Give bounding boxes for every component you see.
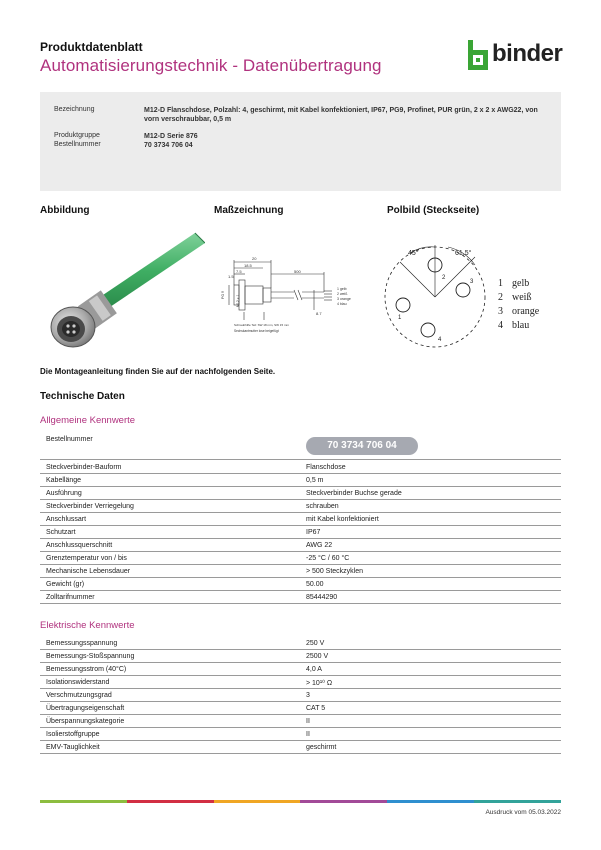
- wire-label-3: 3 orange: [337, 297, 351, 301]
- row-value: 85444290: [306, 594, 338, 601]
- legend-num-4: 4: [498, 320, 503, 331]
- row-key: Isolierstoffgruppe: [46, 731, 100, 738]
- dimension-drawing: [214, 250, 364, 340]
- row-value: 250 V: [306, 640, 325, 647]
- row-value: II: [306, 718, 310, 725]
- info-produktgruppe-value: M12-D Serie 876: [144, 133, 198, 140]
- row-value: 50.00: [306, 581, 324, 588]
- pin-2-label: 2: [442, 275, 446, 281]
- dim-m12: M12 x 1: [236, 294, 240, 307]
- elektrisch-heading: Elektrische Kennwerte: [40, 620, 135, 631]
- drawing-sub-caption: Sechskantmutter lose beigefügt: [234, 329, 279, 333]
- table-row: [40, 650, 561, 663]
- row-value: 4,0 A: [306, 666, 322, 673]
- table-row: [40, 526, 561, 539]
- dim-500: 500: [294, 269, 301, 274]
- legend-color-3: orange: [512, 306, 540, 317]
- tech-data-heading: Technische Daten: [40, 391, 125, 402]
- row-value: CAT 5: [306, 705, 326, 712]
- dim-18-5: 18.5: [244, 263, 252, 268]
- binder-logo: [468, 40, 568, 72]
- dim-7-5: 7.5: [236, 269, 242, 274]
- wire-label-4: 4 blau: [337, 302, 347, 306]
- row-key: Bemessungsstrom (40°C): [46, 666, 127, 673]
- table-row: [40, 578, 561, 591]
- row-value: II: [306, 731, 310, 738]
- info-bestellnummer-label: Bestellnummer: [54, 141, 101, 148]
- info-bezeichnung-label: Bezeichnung: [54, 106, 95, 113]
- table-row: [40, 487, 561, 500]
- row-value: geschirmt: [306, 744, 337, 751]
- allgemein-heading: Allgemeine Kennwerte: [40, 415, 136, 426]
- legend-num-1: 1: [498, 278, 503, 289]
- row-key: Steckverbinder-Bauform: [46, 464, 122, 471]
- legend-num-3: 3: [498, 306, 503, 317]
- row-value: Steckverbinder Buchse gerade: [306, 490, 402, 497]
- table-row: [40, 702, 561, 715]
- table-row: [40, 676, 561, 689]
- table-row: [40, 552, 561, 565]
- bestellnummer-badge: 70 3734 706 04: [306, 437, 418, 455]
- row-key: Verschmutzungsgrad: [46, 692, 112, 699]
- info-bezeichnung-value: M12-D Flanschdose, Polzahl: 4, geschirmt, mit Kabel konfektioniert, IP67, PG9, Profinet, PUR grün, 2 x 2 x AWG22, von vorn verschraubbar, 0,5 m: [144, 107, 538, 123]
- row-value: mit Kabel konfektioniert: [306, 516, 379, 523]
- row-key: Bemessungs-Stoßspannung: [46, 653, 135, 660]
- row-value: 3: [306, 692, 310, 699]
- binder-logo-icon: [468, 40, 490, 70]
- dim-20: 20: [252, 256, 257, 261]
- footer-color-bar: [40, 800, 561, 803]
- table-row: [40, 689, 561, 702]
- pin-3-label: 3: [470, 279, 474, 285]
- row-key: Anschlussquerschnitt: [46, 542, 113, 549]
- legend-color-1: gelb: [512, 278, 530, 289]
- masszeichnung-heading: Maßzeichnung: [214, 205, 284, 216]
- table-row: [40, 539, 561, 552]
- row-key: Zolltarifnummer: [46, 594, 95, 601]
- row-value: -25 °C / 60 °C: [306, 555, 350, 562]
- row-value: schrauben: [306, 503, 339, 510]
- polbild-heading: Polbild (Steckseite): [387, 205, 480, 216]
- table-row: [40, 513, 561, 526]
- table-row: [40, 565, 561, 578]
- row-value: 0,5 m: [306, 477, 324, 484]
- wire-label-2: 2 weiß: [337, 292, 348, 296]
- document-title: Produktdatenblatt: [40, 40, 143, 54]
- info-produktgruppe-label: Produktgruppe: [54, 132, 100, 139]
- footer-bar-segment: [40, 800, 127, 803]
- footer-bar-segment: [300, 800, 387, 803]
- table-row: [40, 728, 561, 741]
- footer-bar-segment: [387, 800, 474, 803]
- wire-label-1: 1 gelb: [337, 287, 347, 291]
- angle-61-5: 61,5°: [455, 250, 472, 257]
- table-row: [40, 461, 561, 474]
- pin-4-label: 4: [438, 337, 442, 343]
- table-row: [40, 663, 561, 676]
- legend-color-2: weiß: [512, 292, 532, 303]
- angle-45: 45°: [408, 250, 419, 257]
- table-row: [40, 474, 561, 487]
- table-row: [40, 591, 561, 604]
- table-row-bestellnummer: [40, 433, 561, 460]
- table-row: [40, 741, 561, 754]
- elektrisch-table: [40, 637, 561, 762]
- product-info-box: [40, 92, 561, 191]
- row-key: Schutzart: [46, 529, 76, 536]
- pin-1-label: 1: [398, 315, 402, 321]
- row-key: Ausführung: [46, 490, 82, 497]
- bestellnummer-key: Bestellnummer: [46, 436, 93, 443]
- table-row: [40, 637, 561, 650]
- dim-8-7: 8.7: [316, 311, 322, 316]
- dim-pg9: PG 9: [221, 291, 225, 299]
- montage-note: Die Montageanleitung finden Sie auf der nachfolgenden Seite.: [40, 367, 276, 376]
- row-value: AWG 22: [306, 542, 333, 549]
- table-row: [40, 715, 561, 728]
- dim-1-5: 1.5: [228, 274, 234, 279]
- pin-diagram: [380, 235, 555, 355]
- row-value: > 500 Steckzyklen: [306, 568, 364, 575]
- row-key: Überspannungskategorie: [46, 718, 125, 725]
- row-key: Steckverbinder Verriegelung: [46, 503, 134, 510]
- row-key: Gewicht (gr): [46, 581, 85, 588]
- print-date: Ausdruck vom 05.03.2022: [485, 809, 561, 816]
- drawing-caption: Schraubhilfe Teil: SW 18 mm, SW 15 mm: [234, 323, 289, 327]
- abbildung-heading: Abbildung: [40, 205, 90, 216]
- row-key: Grenztemperatur von / bis: [46, 555, 127, 562]
- footer-bar-segment: [474, 800, 561, 803]
- logo-text: binder: [492, 40, 563, 67]
- row-key: Übertragungseigenschaft: [46, 705, 125, 712]
- legend-color-4: blau: [512, 320, 530, 331]
- table-row: [40, 500, 561, 513]
- product-image: [45, 225, 205, 355]
- footer-bar-segment: [127, 800, 214, 803]
- row-value: > 10¹⁰ Ω: [306, 680, 333, 687]
- row-key: Kabellänge: [46, 477, 82, 484]
- row-key: Anschlussart: [46, 516, 87, 523]
- footer-bar-segment: [214, 800, 301, 803]
- row-key: Bemessungsspannung: [46, 640, 118, 647]
- document-subtitle: Automatisierungstechnik - Datenübertragung: [40, 56, 382, 75]
- legend-num-2: 2: [498, 292, 503, 303]
- row-value: IP67: [306, 529, 321, 536]
- row-value: 2500 V: [306, 653, 329, 660]
- allgemein-table: [40, 433, 561, 603]
- row-key: Isolationswiderstand: [46, 679, 110, 686]
- info-bestellnummer-value: 70 3734 706 04: [144, 142, 193, 149]
- row-key: EMV-Tauglichkeit: [46, 744, 100, 751]
- row-value: Flanschdose: [306, 464, 346, 471]
- row-key: Mechanische Lebensdauer: [46, 568, 131, 575]
